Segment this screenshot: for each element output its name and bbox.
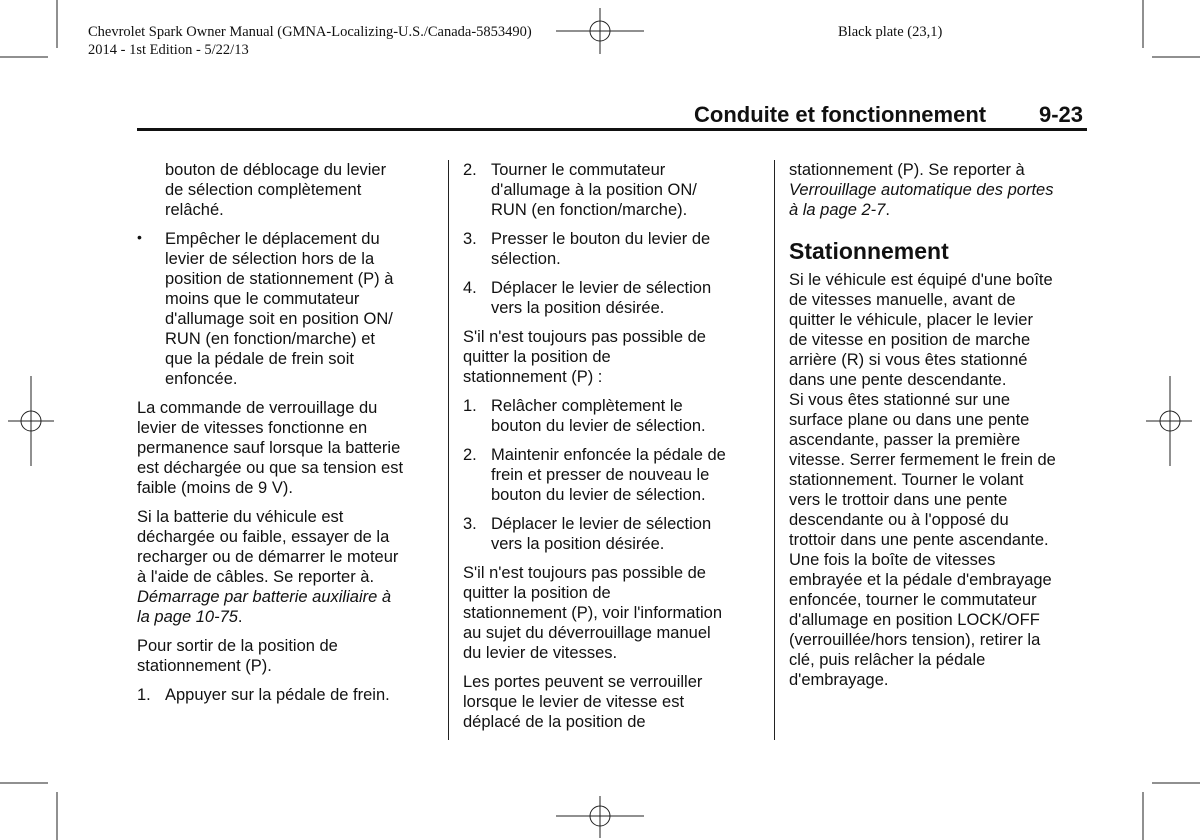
cross-reference-link[interactable]: Verrouillage automatique des portes [789,181,1054,199]
column-divider [448,160,449,740]
step-number: 4. [463,279,477,297]
section-heading: Stationnement [789,238,949,264]
paragraph: La commande de verrouillage du levier de vitesses fonctionne en permanence sauf lorsque la batterie est déchargée ou que sa tension est faible (moins de 9 V). [137,399,404,497]
registration-mark-bottom [556,796,644,838]
step-number: 2. [463,161,477,179]
bullet-icon: • [137,229,142,245]
step-number: 3. [463,230,477,248]
paragraph: Les portes peuvent se verrouiller lorsque le levier de vitesse est déplacé de la position de [463,673,703,731]
page-number: 9-23 [1039,102,1084,127]
cross-reference-link[interactable]: la page 10-75 [137,608,238,626]
numbered-step: 3. Presser le bouton du levier de sélection. [463,230,711,268]
numbered-step: 2. Maintenir enfoncée la pédale de frein et presser de nouveau le bouton du levier de sélection. [463,446,726,504]
text-column-1 [137,160,437,714]
numbered-step: 2. Tourner le commutateur d'allumage à la position ON/ RUN (en fonction/marche). [463,161,697,219]
paragraph: S'il n'est toujours pas possible de quitter la position de stationnement (P), voir l'information au sujet du déverrouillage manuel du levier de vitesses. [463,564,723,662]
paragraph: Si le véhicule est équipé d'une boîte de vitesses manuelle, avant de quitter le véhicule, placer le levier de vitesse en position de marche arrière (R) si vous êtes stationné dans une pente descendante. Si vous êtes stationné sur une surface plane ou dans une pente ascendante, passer la première vitesse. Serrer fermement le frein de stationnement. Tourner le volant vers le trottoir dans une pente descendante ou à l'opposé du trottoir dans une pente ascendante. Une fois la boîte de vitesses embrayée et la pédale d'embrayage enfoncée, tourner le commutateur d'allumage en position LOCK/OFF (verrouillée/hors tension), retirer la clé, puis relâcher la pédale d'embrayage. [789,271,1056,689]
numbered-step: 1. Appuyer sur la pédale de frein. [137,686,390,704]
text-column-2 [463,160,763,741]
paragraph: Pour sortir de la position de stationnement (P). [137,637,338,675]
paragraph: S'il n'est toujours pas possible de quitter la position de stationnement (P) : [463,328,706,386]
column-divider [774,160,775,740]
registration-mark-left [8,376,54,466]
section-title: Conduite et fonctionnement [694,102,987,127]
manual-edition-line: Chevrolet Spark Owner Manual (GMNA-Localizing-U.S./Canada-5853490) [88,24,532,40]
text-column-3 [789,160,1089,690]
paragraph: Si la batterie du véhicule est déchargée ou faible, essayer de la recharger ou de démarrer le moteur à l'aide de câbles. Se reporter à. Démarrage par batterie auxiliaire à la page 10-75. [137,507,437,627]
numbered-step: 3. Déplacer le levier de sélection vers la position désirée. [463,515,712,553]
numbered-step: 1. Relâcher complètement le bouton du levier de sélection. [463,397,706,435]
numbered-step: 4. Déplacer le levier de sélection vers la position désirée. [463,279,712,317]
continued-text: stationnement (P). Se reporter à Verrouillage automatique des portes à la page 2-7. [789,160,1089,220]
bullet-item: • Empêcher le déplacement du levier de sélection hors de la position de stationnement (P) à moins que le commutateur d'allumage soit en position ON/ RUN (en fonction/marche) et que la pédale de frein soit enfoncée. [137,229,394,388]
step-number: 3. [463,515,477,533]
plate-label: Black plate (23,1) [838,24,943,40]
print-metadata [88,23,532,59]
header-rule [137,128,1087,131]
step-number: 1. [137,686,151,704]
cross-reference-link[interactable]: à la page 2-7 [789,201,886,219]
step-number: 2. [463,446,477,464]
registration-mark-top [556,8,644,54]
continued-text: bouton de déblocage du levier de sélection complètement relâché. [165,161,387,219]
step-number: 1. [463,397,477,415]
edition-date-line: 2014 - 1st Edition - 5/22/13 [88,42,249,58]
cross-reference-link[interactable]: Démarrage par batterie auxiliaire à [137,588,392,606]
registration-mark-right [1146,376,1192,466]
